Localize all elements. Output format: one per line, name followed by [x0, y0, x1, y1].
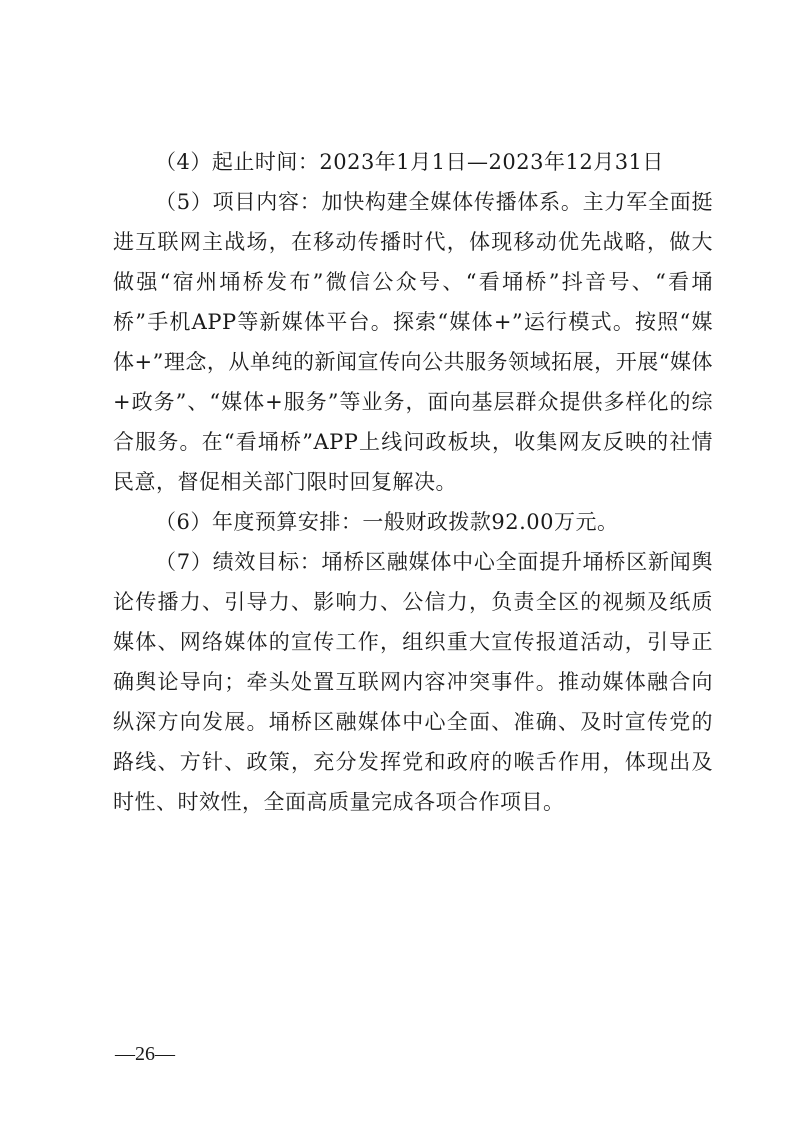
paragraph-budget: （6）年度预算安排：一般财政拨款92.00万元。 [155, 510, 619, 534]
paragraph-performance-goal: （7）绩效目标：埇桥区融媒体中心全面提升埇桥区新闻舆论传播力、引导力、影响力、公信力，负责全区的视频及纸质媒体、网络媒体的宣传工作，组织重大宣传报道活动，引导正确舆论导向；牵头处置互联网内容冲突事件。推动媒体融合向纵深方向发展。埇桥区融媒体中心全面、准确、及时宣传党的路线、方针、政策，充分发挥党和政府的喉舌作用，体现出及时性、时效性，全面高质量完成各项合作项目。 [113, 550, 713, 814]
page-number: —26— [115, 1043, 175, 1065]
paragraph-period: （4）起止时间：2023年1月1日—2023年12月31日 [155, 150, 664, 174]
paragraph-project-content: （5）项目内容：加快构建全媒体传播体系。主力军全面挺进互联网主战场，在移动传播时代，体现移动优先战略，做大做强“宿州埇桥发布”微信公众号、“看埇桥”抖音号、“看埇桥”手机APP等新媒体平台。探索“媒体+”运行模式。按照“媒体+”理念，从单纯的新闻宣传向公共服务领域拓展，开展“媒体+政务”、“媒体+服务”等业务，面向基层群众提供多样化的综合服务。在“看埇桥”APP上线问政板块，收集网友反映的社情民意，督促相关部门限时回复解决。 [113, 190, 713, 494]
document-body [113, 142, 713, 822]
